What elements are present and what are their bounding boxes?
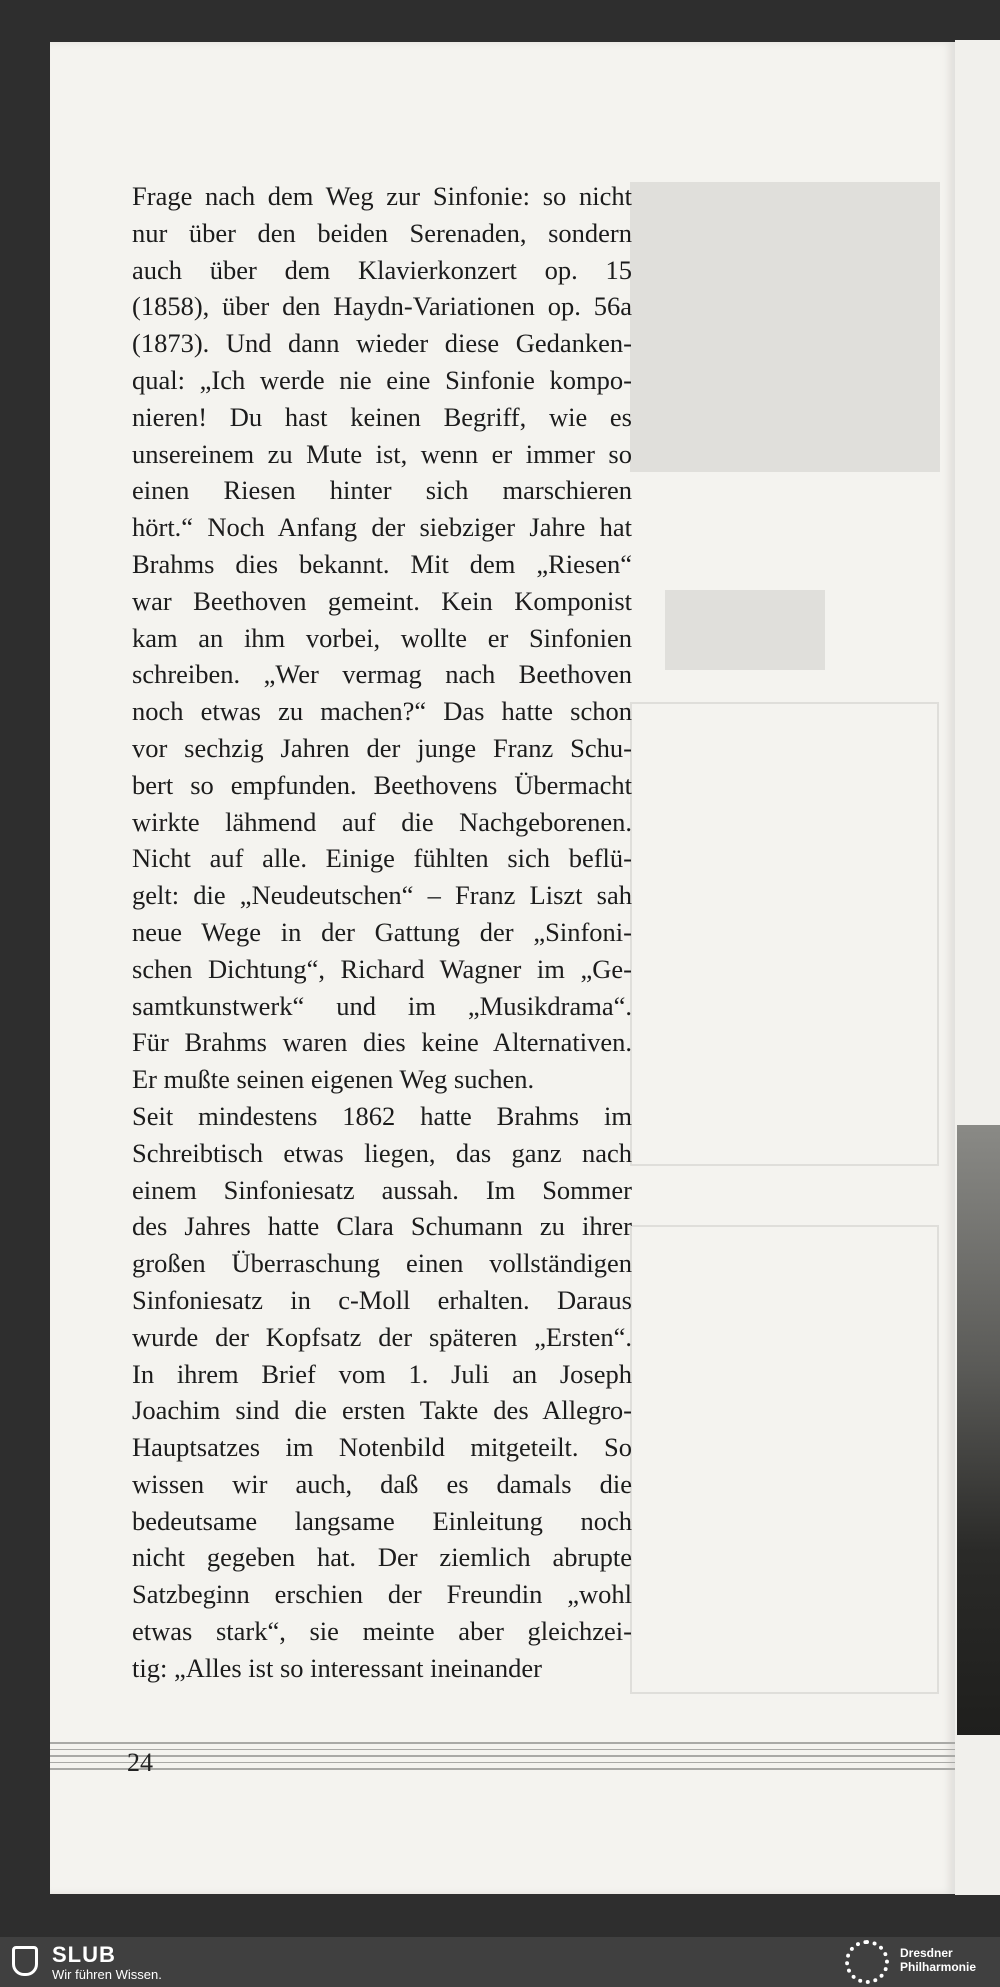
text-line: unsereinem zu Mute ist, wenn er immer so bbox=[132, 438, 632, 469]
partner-name-line2: Philharmonie bbox=[900, 1960, 977, 1974]
text-line: neue Wege in der Gattung der „Sinfoni- bbox=[132, 916, 632, 947]
library-tagline: Wir führen Wissen. bbox=[52, 1967, 162, 1982]
library-name: SLUB bbox=[52, 1942, 116, 1967]
text-line: einem Sinfoniesatz aussah. Im Sommer bbox=[132, 1174, 632, 1205]
text-line: hört.“ Noch Anfang der siebziger Jahre hat bbox=[132, 512, 632, 543]
text-line: tig: „Alles ist so interessant ineinander bbox=[132, 1652, 542, 1683]
text-line: Joachim sind die ersten Takte des Allegro- bbox=[132, 1395, 632, 1426]
text-line: großen Überraschung einen vollständigen bbox=[132, 1248, 632, 1279]
text-line: etwas stark“, sie meinte aber gleichzei- bbox=[132, 1616, 632, 1647]
footer-rule-lines bbox=[50, 1742, 955, 1778]
text-line: wurde der Kopfsatz der späteren „Ersten“. bbox=[132, 1321, 632, 1352]
adjacent-page-photo bbox=[957, 1125, 1000, 1735]
text-line: wissen wir auch, daß es damals die bbox=[132, 1468, 632, 1499]
text-line: Schreibtisch etwas liegen, das ganz nach bbox=[132, 1137, 632, 1168]
text-line: wirkte lähmend auf die Nachgeborenen. bbox=[132, 806, 632, 837]
text-line: einen Riesen hinter sich marschieren bbox=[132, 475, 632, 506]
text-line: (1858), über den Haydn-Variationen op. 56a bbox=[132, 291, 632, 322]
bleed-through-logo bbox=[665, 590, 825, 670]
bleed-through-frame bbox=[630, 702, 939, 1166]
text-line: bert so empfunden. Beethovens Übermacht bbox=[132, 769, 632, 800]
text-line: In ihrem Brief vom 1. Juli an Joseph bbox=[132, 1358, 632, 1389]
text-line: Hauptsatzes im Notenbild mitgeteilt. So bbox=[132, 1432, 632, 1463]
viewer-footer-bar bbox=[0, 1937, 1000, 1987]
text-line: (1873). Und dann wieder diese Gedanken- bbox=[132, 328, 632, 359]
bleed-through-image bbox=[630, 182, 940, 472]
text-line: bedeutsame langsame Einleitung noch bbox=[132, 1505, 632, 1536]
philharmonie-logo-icon bbox=[845, 1940, 889, 1984]
text-line: schreiben. „Wer vermag nach Beethoven bbox=[132, 659, 632, 690]
adjacent-page-edge bbox=[955, 40, 1000, 1895]
page-number: 24 bbox=[127, 1748, 153, 1777]
text-line: vor sechzig Jahren der junge Franz Schu- bbox=[132, 732, 632, 763]
text-line: Frage nach dem Weg zur Sinfonie: so nicht bbox=[132, 181, 632, 211]
text-line: schen Dichtung“, Richard Wagner im „Ge- bbox=[132, 953, 632, 984]
text-line: samtkunstwerk“ und im „Musikdrama“. bbox=[132, 990, 632, 1021]
bleed-through-frame-lower bbox=[630, 1225, 939, 1694]
text-line: Brahms dies bekannt. Mit dem „Riesen“ bbox=[132, 548, 632, 579]
text-line: nieren! Du hast keinen Begriff, wie es bbox=[132, 401, 632, 432]
text-line: war Beethoven gemeint. Kein Komponist bbox=[132, 585, 632, 616]
text-line: Er mußte seinen eigenen Weg suchen. bbox=[132, 1064, 535, 1095]
text-line: gelt: die „Neudeutschen“ – Franz Liszt sah bbox=[132, 880, 632, 911]
text-line: auch über dem Klavierkonzert op. 15 bbox=[132, 254, 632, 285]
text-line: Seit mindestens 1862 hatte Brahms im bbox=[132, 1100, 632, 1131]
slub-logo-icon bbox=[12, 1946, 38, 1976]
text-line: Für Brahms waren dies keine Alternativen. bbox=[132, 1027, 632, 1058]
text-line: Satzbeginn erschien der Freundin „wohl bbox=[132, 1579, 632, 1610]
text-line: qual: „Ich werde nie eine Sinfonie kompo- bbox=[132, 364, 632, 395]
text-line: Sinfoniesatz in c-Moll erhalten. Daraus bbox=[132, 1284, 632, 1315]
text-line: noch etwas zu machen?“ Das hatte schon bbox=[132, 696, 632, 727]
text-line: kam an ihm vorbei, wollte er Sinfonien bbox=[132, 622, 632, 653]
text-line: nicht gegeben hat. Der ziemlich abrupte bbox=[132, 1542, 632, 1573]
text-line: nur über den beiden Serenaden, sondern bbox=[132, 217, 632, 248]
partner-name bbox=[900, 1946, 976, 1974]
text-line: des Jahres hatte Clara Schumann zu ihrer bbox=[132, 1211, 632, 1242]
partner-name-line1: Dresdner bbox=[900, 1946, 953, 1960]
text-line: Nicht auf alle. Einige fühlten sich beflü- bbox=[132, 843, 632, 874]
article-body bbox=[132, 178, 632, 1687]
